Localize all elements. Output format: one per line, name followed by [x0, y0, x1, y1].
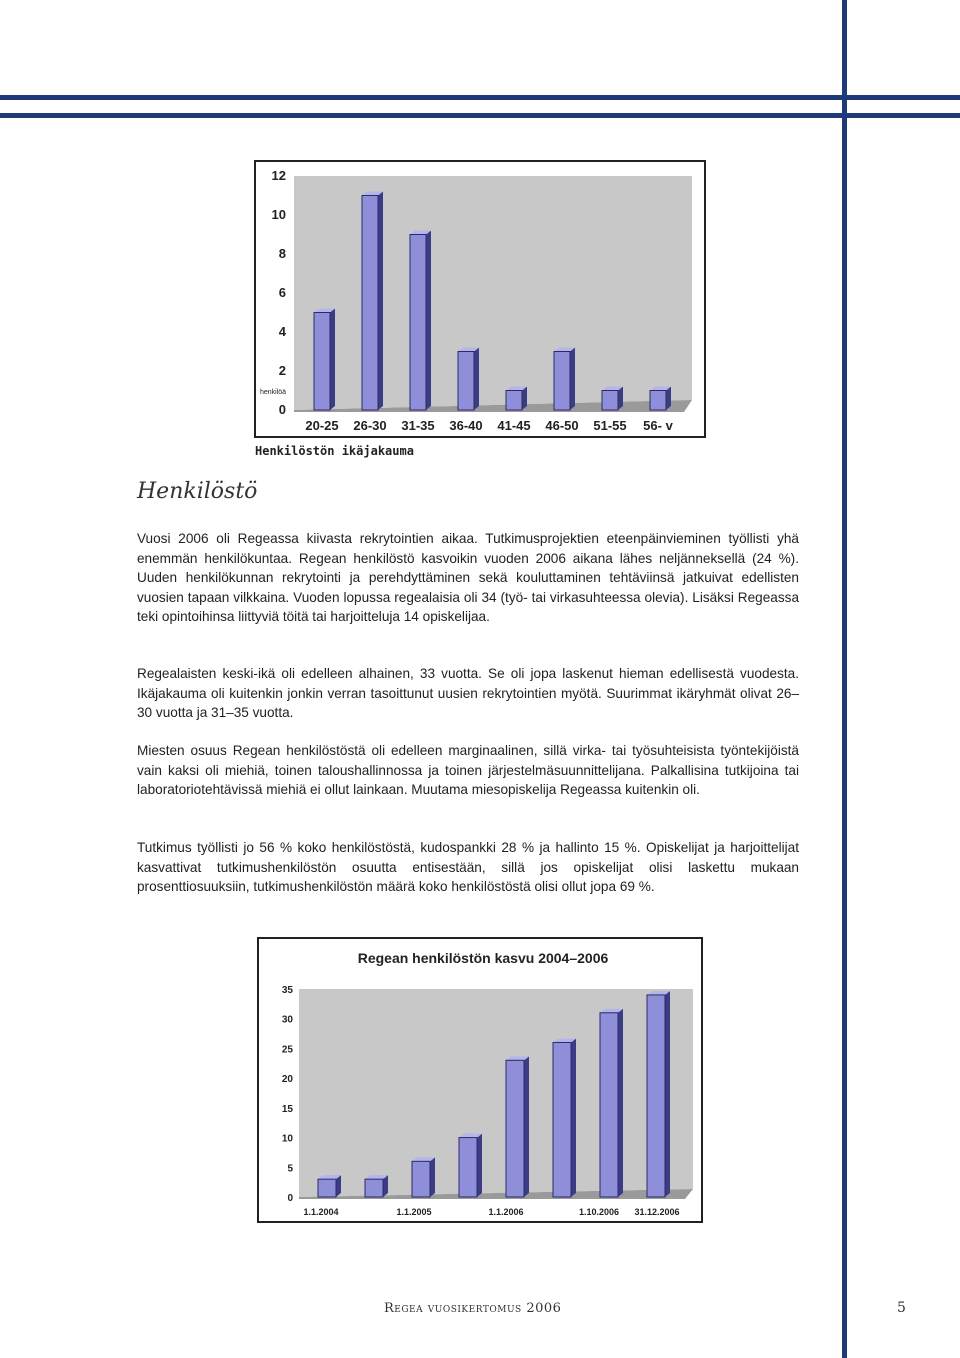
y-tick-label: 6 — [278, 285, 286, 300]
x-category-label: 36-40 — [449, 418, 483, 433]
paragraph-staff-distribution: Tutkimus työllisti jo 56 % koko henkilöstöstä, kudospankki 28 % ja hallinto 15 %. Opiskelijat ja harjoittelijat kasvattivat tutkimushenkilöstön osuutta entisestään, sillä jos opiskelijat olisi laskettu mukaan prosenttiosuuksiin, tutkimushenkilöstön määrä koko henkilöstöstä olisi ollut jopa 69 %. — [137, 840, 799, 894]
bar-side — [618, 387, 623, 411]
y-tick-label: 0 — [278, 402, 286, 417]
y-tick-label: 30 — [281, 1014, 293, 1026]
bar — [602, 391, 618, 411]
footer-report-title: Regea vuosikertomus 2006 — [384, 1301, 562, 1316]
y-tick-label: 2 — [278, 363, 286, 378]
bar — [318, 1179, 336, 1197]
bar — [458, 352, 474, 411]
x-category-label: 1.1.2004 — [303, 1207, 339, 1217]
x-category-label: 26-30 — [353, 418, 387, 433]
staff-growth-chart — [257, 937, 703, 1223]
bar — [410, 235, 426, 411]
bar-side — [666, 387, 671, 411]
x-category-label: 1.1.2006 — [488, 1207, 524, 1217]
plot-background — [294, 176, 692, 410]
bar — [553, 1042, 571, 1197]
age-distribution-chart-svg — [256, 162, 704, 436]
bar-side — [378, 192, 383, 411]
x-category-label: 46-50 — [545, 418, 579, 433]
x-category-label: 31-35 — [401, 418, 435, 433]
paragraph-average-age: Regealaisten keski-ikä oli edelleen alhainen, 33 vuotta. Se oli jopa laskenut hieman edellisestä vuodesta. Ikäjakauma oli kuitenkin jonkin verran tasoittunut uusien rekrytointien myötä. Suurimmat ikäryhmät olivat 26–30 vuotta ja 31–35 vuotta. — [137, 666, 799, 720]
bar — [365, 1179, 383, 1197]
chart-title: Regean henkilöstön kasvu 2004–2006 — [357, 950, 609, 966]
y-tick-label: 35 — [281, 985, 293, 996]
chart-caption: Henkilöstön ikäjakauma — [255, 444, 414, 458]
y-tick-label: 0 — [287, 1193, 293, 1204]
page-number: 5 — [897, 1300, 906, 1316]
decorative-vertical-rule — [842, 0, 847, 1358]
y-tick-label: 5 — [287, 1163, 293, 1175]
x-category-label: 41-45 — [497, 418, 531, 433]
bar — [600, 1013, 618, 1197]
bar-side — [522, 387, 527, 411]
bar-side — [330, 309, 335, 411]
decorative-horizontal-rule-bottom — [0, 113, 960, 118]
bar — [412, 1161, 430, 1197]
bar — [506, 1060, 524, 1197]
bar-side — [618, 1009, 623, 1197]
x-category-label: 31.12.2006 — [634, 1207, 680, 1217]
bar-side — [474, 348, 479, 411]
y-tick-label: 12 — [271, 168, 286, 183]
paragraph-recruitment: Vuosi 2006 oli Regeassa kiivasta rekrytointien aikaa. Tutkimusprojektien eteenpäinvieminen työllisti yhä enemmän henkilökuntaa. Regean henkilöstö kasvoikin vuoden 2006 aikana lähes neljänneksellä (24 %). Uuden henkilökunnan rekrytointi ja perehdyttäminen sekä kouluttaminen tehtäviinsä jatkuivat edellisten vuosien tapaan vilkkaina. Vuoden lopussa regealaisia oli 34 (työ- tai virkasuhteessa olevia). Lisäksi Regeassa teki opintoihinsa liittyviä töitä tai harjoitteluja 14 opiskelijaa. — [137, 531, 799, 624]
age-distribution-chart — [254, 160, 706, 438]
y-axis-label: henkilöä — [260, 389, 287, 396]
x-category-label: 20-25 — [305, 418, 339, 433]
bar — [650, 391, 666, 411]
y-tick-label: 25 — [281, 1044, 293, 1056]
bar-side — [571, 1038, 576, 1197]
y-tick-label: 15 — [281, 1103, 293, 1115]
bar — [314, 313, 330, 411]
x-category-label: 1.10.2006 — [578, 1207, 620, 1217]
bar — [554, 352, 570, 411]
bar-side — [665, 991, 670, 1197]
bar-side — [426, 231, 431, 411]
y-tick-label: 4 — [278, 324, 286, 339]
x-category-label: 56- v — [643, 418, 673, 433]
x-category-label: 1.1.2005 — [396, 1207, 432, 1217]
bar-side — [477, 1134, 482, 1197]
bar — [362, 196, 378, 411]
decorative-horizontal-rule-top — [0, 95, 960, 100]
bar-side — [430, 1157, 435, 1197]
y-tick-label: 20 — [281, 1074, 293, 1086]
y-tick-label: 10 — [271, 207, 286, 222]
bar — [459, 1138, 477, 1197]
bar-side — [524, 1056, 529, 1197]
y-tick-label: 10 — [281, 1133, 293, 1145]
x-category-label: 51-55 — [593, 418, 627, 433]
plot-background — [299, 989, 693, 1197]
bar-side — [570, 348, 575, 411]
section-title: Henkilöstö — [137, 479, 258, 504]
paragraph-gender: Miesten osuus Regean henkilöstöstä oli edelleen marginaalinen, sillä virka- tai työsuhteisista työntekijöistä vain kaksi oli miehiä, toinen taloushallinnossa ja toinen järjestelmäsuunnittelijana. Palkallisina tutkijoina tai laboratoriotehtävissä miehiä ei ollut lainkaan. Muutama miesopiskelija Regeassa kuitenkin oli. — [137, 743, 799, 797]
staff-growth-chart-svg — [259, 939, 701, 1221]
y-tick-label: 8 — [278, 246, 286, 261]
bar — [647, 995, 665, 1197]
bar — [506, 391, 522, 411]
